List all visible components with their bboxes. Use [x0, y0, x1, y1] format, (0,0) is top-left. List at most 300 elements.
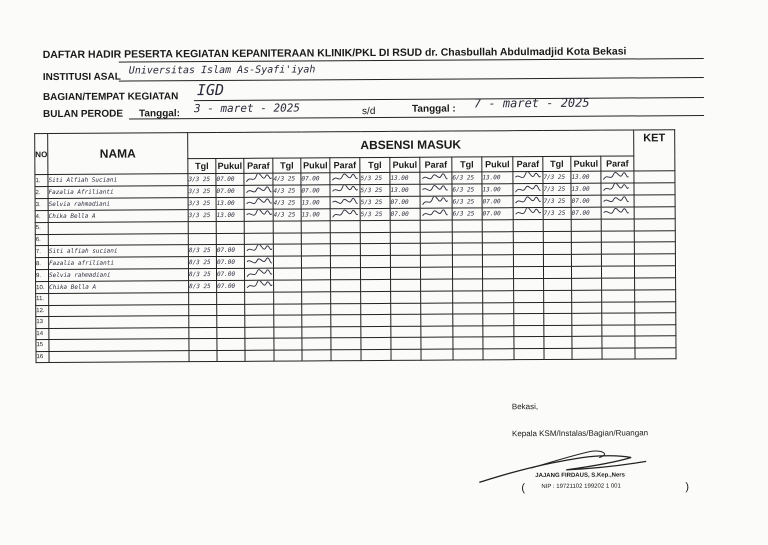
date-cell: [361, 314, 391, 326]
signature-cell: [601, 183, 634, 195]
date-cell: [543, 254, 571, 266]
time-cell: [302, 315, 331, 327]
date-cell: 4/3 25: [273, 209, 301, 221]
signature-cell: [331, 280, 361, 292]
date-cell: [189, 304, 217, 316]
row-number: 11.: [36, 294, 49, 306]
time-cell: [301, 221, 330, 233]
signature-cell: [602, 347, 635, 359]
participant-name: Selvia rahmadiani: [48, 198, 188, 211]
time-cell: [572, 325, 602, 337]
ket-cell: [635, 290, 676, 302]
col-absensi-header: ABSENSI MASUK: [188, 130, 634, 159]
date-cell: 8/3 25: [188, 244, 216, 256]
date-cell: [360, 220, 390, 232]
signature-cell: [421, 314, 453, 326]
signer-name: JAJANG FIRDAUS, S.Kep.,Ners: [535, 472, 625, 480]
subheader-pukul-5: Pukul: [571, 156, 601, 171]
signature-cell: [420, 267, 452, 279]
date-cell: [452, 267, 482, 279]
signature-cell: [514, 302, 544, 314]
row-number: 1.: [35, 175, 48, 187]
period-line: [129, 115, 704, 120]
date-cell: [273, 268, 301, 280]
date-cell: [273, 232, 301, 244]
date-cell: [453, 314, 483, 326]
participant-name: [48, 222, 188, 234]
col-no-header: NO: [35, 134, 48, 175]
row-number: 7.: [35, 246, 48, 258]
signature-cell: [245, 350, 274, 362]
subheader-tgl-1: Tgl: [188, 159, 216, 174]
institution-value: Universitas Islam As-Syafi'iyah: [128, 64, 316, 77]
date-cell: 3/3 25: [188, 209, 216, 221]
time-cell: [482, 255, 513, 267]
participant-name: Chika Bella A: [48, 210, 188, 223]
date-cell: 7/3 25: [543, 183, 571, 195]
time-cell: 07.00: [390, 196, 420, 208]
participant-name: Siti alfiah suciani: [48, 245, 188, 258]
date-cell: 4/3 25: [273, 197, 301, 209]
time-cell: 13.00: [571, 183, 601, 195]
date-cell: [452, 220, 482, 232]
subheader-pukul-3: Pukul: [390, 157, 420, 172]
signature-cell: [513, 196, 543, 208]
date-cell: [274, 292, 302, 304]
participant-name: [49, 316, 189, 328]
time-cell: [217, 304, 245, 316]
ket-cell: [635, 324, 676, 336]
date-cell: 5/3 25: [360, 172, 390, 184]
footer-position: Kepala KSM/Instalas/Bagian/Ruangan: [511, 428, 649, 439]
signature-cell: [331, 303, 361, 315]
date-cell: [189, 338, 217, 350]
participant-name: Fazalia afrilianti: [48, 257, 188, 270]
date-cell: [274, 338, 302, 350]
document-title: DAFTAR HADIR PESERTA KEGIATAN KEPANITERAAN KLINIK/PKL DI RSUD dr. Chasbullah Abdulmadjid Kota Bekasi: [42, 45, 627, 62]
time-cell: [572, 290, 602, 302]
date-to-value: 7 - maret - 2025: [473, 95, 590, 111]
time-cell: [302, 338, 331, 350]
time-cell: 07.00: [216, 185, 244, 197]
unit-line: [194, 97, 704, 101]
ket-cell: [634, 219, 675, 231]
signature-cell: [244, 197, 273, 209]
date-cell: [452, 231, 482, 243]
signature-cell: [244, 233, 273, 245]
signature-cell: [602, 290, 635, 302]
time-cell: [482, 231, 513, 243]
signature-cell: [420, 196, 452, 208]
time-cell: 07.00: [216, 173, 244, 185]
signature-cell: [420, 208, 452, 220]
row-number: 14: [36, 328, 49, 340]
date-cell: [453, 302, 483, 314]
attendance-table: [34, 129, 676, 363]
time-cell: [483, 279, 514, 291]
signature-cell: [331, 315, 361, 327]
signature-cell: [421, 349, 453, 361]
time-cell: [302, 303, 331, 315]
signature-cell: [513, 267, 543, 279]
date-cell: [274, 349, 302, 361]
signature-cell: [330, 256, 360, 268]
time-cell: 13.00: [390, 172, 420, 184]
signature-cell: [420, 255, 452, 267]
date-cell: [544, 302, 572, 314]
time-cell: [391, 303, 421, 315]
signature-cell: [330, 173, 360, 185]
signature-cell: [331, 349, 361, 361]
signature-cell: [602, 324, 635, 336]
time-cell: [302, 349, 331, 361]
signature-cell: [602, 301, 635, 313]
ket-cell: [634, 183, 675, 195]
time-cell: 13.00: [571, 171, 601, 183]
date-cell: [453, 337, 483, 349]
time-cell: 13.00: [216, 209, 244, 221]
subheader-paraf-3: Paraf: [420, 157, 452, 172]
time-cell: 07.00: [217, 280, 245, 292]
date-cell: 8/3 25: [188, 268, 216, 280]
time-cell: [390, 232, 420, 244]
time-cell: [482, 243, 513, 255]
date-cell: [360, 243, 390, 255]
date-cell: [544, 348, 572, 360]
footer-city: Bekasi,: [511, 402, 539, 412]
date-cell: [188, 233, 216, 245]
date-cell: [361, 349, 391, 361]
time-cell: [482, 220, 513, 232]
ket-cell: [634, 266, 675, 278]
time-cell: 07.00: [216, 268, 244, 280]
signature-cell: [244, 221, 273, 233]
signature-cell: [330, 232, 360, 244]
participant-name: [49, 293, 189, 305]
signature-cell: [601, 171, 634, 183]
time-cell: [216, 221, 244, 233]
date-cell: [544, 290, 572, 302]
date-cell: 3/3 25: [188, 198, 216, 210]
time-cell: 07.00: [301, 173, 330, 185]
subheader-paraf-1: Paraf: [244, 158, 273, 173]
date-cell: [453, 325, 483, 337]
row-number: 15: [36, 340, 49, 352]
date-cell: [360, 255, 390, 267]
date-cell: 7/3 25: [543, 207, 571, 219]
row-number: 16: [36, 351, 49, 363]
time-cell: [301, 256, 330, 268]
time-cell: [390, 255, 420, 267]
subheader-paraf-4: Paraf: [513, 157, 543, 172]
row-number: 3.: [35, 199, 48, 211]
time-cell: [391, 291, 421, 303]
time-cell: [483, 348, 514, 360]
time-cell: 13.00: [390, 184, 420, 196]
signature-cell: [421, 291, 453, 303]
unit-value: IGD: [196, 80, 225, 100]
sd-label: s/d: [361, 106, 376, 118]
date-cell: [543, 219, 571, 231]
signature-cell: [601, 230, 634, 242]
date-cell: 6/3 25: [452, 196, 482, 208]
row-number: 9.: [35, 270, 48, 282]
signature-cell: [601, 219, 634, 231]
date-cell: 8/3 25: [189, 280, 217, 292]
date-cell: [452, 243, 482, 255]
time-cell: [572, 348, 602, 360]
col-name-header: NAMA: [48, 133, 188, 175]
subheader-tgl-3: Tgl: [360, 157, 390, 172]
signature-cell: [513, 184, 543, 196]
time-cell: 13.00: [482, 184, 513, 196]
time-cell: [571, 254, 601, 266]
time-cell: [391, 314, 421, 326]
signature-cell: [245, 304, 274, 316]
subheader-pukul-1: Pukul: [216, 158, 244, 173]
signature-cell: [420, 243, 452, 255]
signature-cell: [420, 232, 452, 244]
ket-cell: [634, 195, 675, 207]
time-cell: 07.00: [482, 196, 513, 208]
subheader-pukul-4: Pukul: [482, 157, 513, 172]
date-cell: [544, 336, 572, 348]
time-cell: [571, 219, 601, 231]
signature-cell: [244, 209, 273, 221]
official-signature: [471, 443, 671, 489]
signature-cell: [244, 185, 273, 197]
date-cell: 4/3 25: [273, 185, 301, 197]
time-cell: 07.00: [216, 256, 244, 268]
signature-cell: [421, 279, 453, 291]
date-cell: 6/3 25: [452, 208, 482, 220]
time-cell: 13.00: [301, 209, 330, 221]
date-from-label: Tanggal:: [139, 108, 181, 120]
date-cell: [361, 326, 391, 338]
signature-cell: [514, 325, 544, 337]
signature-cell: [601, 254, 634, 266]
time-cell: [572, 336, 602, 348]
nip-bracket-left: (: [521, 482, 526, 495]
subheader-tgl-4: Tgl: [452, 157, 482, 172]
signature-cell: [513, 208, 543, 220]
signature-cell: [421, 303, 453, 315]
time-cell: [301, 244, 330, 256]
subheader-paraf-5: Paraf: [601, 156, 634, 171]
signature-cell: [330, 244, 360, 256]
time-cell: [217, 292, 245, 304]
ket-cell: [634, 230, 675, 242]
date-cell: [453, 279, 483, 291]
date-cell: 3/3 25: [188, 174, 216, 186]
date-cell: [543, 242, 571, 254]
signature-cell: [421, 337, 453, 349]
ket-cell: [634, 242, 675, 254]
signature-cell: [244, 268, 273, 280]
date-cell: [274, 280, 302, 292]
time-cell: [482, 267, 513, 279]
signature-cell: [514, 291, 544, 303]
signature-cell: [513, 231, 543, 243]
col-ket-header: KET: [634, 130, 675, 171]
time-cell: [216, 233, 244, 245]
signature-cell: [601, 242, 634, 254]
signature-cell: [245, 315, 274, 327]
signature-cell: [245, 280, 274, 292]
ket-cell: [635, 347, 676, 359]
date-cell: [360, 232, 390, 244]
signature-cell: [330, 185, 360, 197]
time-cell: 13.00: [301, 197, 330, 209]
date-cell: [189, 315, 217, 327]
time-cell: 07.00: [390, 208, 420, 220]
time-cell: [572, 313, 602, 325]
time-cell: [483, 337, 514, 349]
ket-cell: [634, 254, 675, 266]
nip-bracket-right: ): [685, 481, 690, 494]
date-to-label: Tanggal :: [411, 103, 456, 115]
date-cell: [544, 313, 572, 325]
time-cell: [571, 242, 601, 254]
time-cell: [390, 220, 420, 232]
date-cell: [274, 303, 302, 315]
time-cell: 07.00: [571, 207, 601, 219]
date-cell: [544, 325, 572, 337]
time-cell: [572, 302, 602, 314]
participant-name: Selvia rahmadiani: [48, 269, 188, 282]
ket-cell: [634, 171, 675, 183]
date-cell: [544, 278, 572, 290]
date-cell: 7/3 25: [543, 195, 571, 207]
signature-cell: [245, 327, 274, 339]
time-cell: [217, 315, 245, 327]
time-cell: [391, 279, 421, 291]
time-cell: [571, 266, 601, 278]
signature-cell: [513, 172, 543, 184]
signature-cell: [513, 220, 543, 232]
signature-cell: [513, 243, 543, 255]
row-number: 4.: [35, 211, 48, 223]
row-number: 5.: [35, 223, 48, 235]
signature-cell: [244, 256, 273, 268]
date-cell: 7/3 25: [543, 171, 571, 183]
signature-cell: [514, 314, 544, 326]
date-cell: [273, 244, 301, 256]
signature-cell: [331, 338, 361, 350]
time-cell: [391, 337, 421, 349]
date-cell: [453, 291, 483, 303]
signature-cell: [601, 195, 634, 207]
signature-cell: [601, 266, 634, 278]
subheader-paraf-2: Paraf: [330, 158, 360, 173]
time-cell: 07.00: [571, 195, 601, 207]
time-cell: [301, 232, 330, 244]
time-cell: [217, 350, 245, 362]
subheader-tgl-5: Tgl: [543, 156, 571, 171]
time-cell: 07.00: [482, 208, 513, 220]
signature-cell: [513, 255, 543, 267]
participant-name: [49, 304, 189, 316]
participant-name: Siti Alfiah Suciani: [48, 174, 188, 187]
date-cell: 5/3 25: [360, 184, 390, 196]
signature-cell: [330, 197, 360, 209]
date-cell: 5/3 25: [360, 208, 390, 220]
participant-name: [48, 233, 188, 245]
date-cell: 8/3 25: [188, 256, 216, 268]
date-cell: [543, 231, 571, 243]
time-cell: [217, 338, 245, 350]
time-cell: [483, 302, 514, 314]
time-cell: [302, 326, 331, 338]
row-number: 8.: [35, 258, 48, 270]
date-cell: [543, 266, 571, 278]
date-cell: [273, 221, 301, 233]
row-number: 10.: [36, 282, 49, 294]
date-cell: [274, 315, 302, 327]
signature-cell: [331, 292, 361, 304]
signature-cell: [602, 313, 635, 325]
row-number: 6.: [35, 234, 48, 246]
signature-cell: [514, 336, 544, 348]
signature-cell: [602, 336, 635, 348]
participant-name: [49, 350, 189, 362]
date-cell: 6/3 25: [452, 172, 482, 184]
signature-cell: [420, 172, 452, 184]
time-cell: [391, 349, 421, 361]
signature-cell: [330, 209, 360, 221]
date-cell: [189, 350, 217, 362]
date-cell: [274, 326, 302, 338]
signature-cell: [514, 279, 544, 291]
time-cell: [301, 268, 330, 280]
participant-name: Chika Bella A: [49, 281, 189, 294]
date-cell: [361, 279, 391, 291]
unit-label: BAGIAN/TEMPAT KEGIATAN: [42, 91, 179, 104]
time-cell: [302, 280, 331, 292]
time-cell: 13.00: [482, 172, 513, 184]
time-cell: [483, 325, 514, 337]
signature-cell: [420, 220, 452, 232]
row-number: 13: [36, 317, 49, 329]
signature-cell: [330, 268, 360, 280]
time-cell: 07.00: [216, 244, 244, 256]
participant-name: [49, 339, 189, 351]
signature-cell: [244, 173, 273, 185]
ket-cell: [634, 207, 675, 219]
signature-cell: [330, 221, 360, 233]
date-cell: [361, 303, 391, 315]
institution-label: INSTITUSI ASAL: [42, 71, 121, 84]
date-cell: [453, 348, 483, 360]
date-cell: 6/3 25: [452, 184, 482, 196]
ket-cell: [635, 278, 676, 290]
time-cell: [302, 292, 331, 304]
time-cell: 13.00: [216, 197, 244, 209]
date-from-value: 3 - maret - 2025: [193, 101, 301, 116]
time-cell: [572, 278, 602, 290]
subheader-tgl-2: Tgl: [273, 158, 301, 173]
table-body: [35, 171, 676, 363]
signature-cell: [421, 326, 453, 338]
time-cell: [390, 243, 420, 255]
signature-cell: [601, 207, 634, 219]
date-cell: [189, 327, 217, 339]
time-cell: [483, 314, 514, 326]
time-cell: [571, 231, 601, 243]
period-label: BULAN PERODE: [43, 108, 124, 121]
participant-name: Fazalia Afrilianti: [48, 186, 188, 199]
date-cell: [361, 337, 391, 349]
